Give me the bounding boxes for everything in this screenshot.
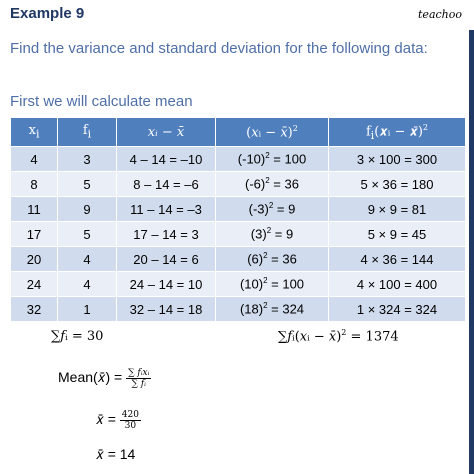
cell-squared-deviation: $(18)^2 = 324$ xyxy=(216,297,329,322)
table-row xyxy=(11,197,466,222)
header-f-squared-deviation: $f_i(𝒙ᵢ$ − 𝒙̄)$^2$ xyxy=(329,118,466,147)
frequency-table xyxy=(10,117,466,351)
table-row xyxy=(11,272,466,297)
table-header-row xyxy=(11,118,466,147)
mean-formula xyxy=(58,368,151,389)
cell-squared-deviation: $(10)^2 = 100$ xyxy=(216,272,329,297)
mean-fraction xyxy=(126,368,151,389)
cell-squared-deviation: $(-6)^2 = 36$ xyxy=(216,172,329,197)
cell-f: 3 xyxy=(58,147,117,172)
table-row xyxy=(11,247,466,272)
cell-f-squared-deviation: 5 × 9 = 45 xyxy=(329,222,466,247)
table-row xyxy=(11,172,466,197)
cell-deviation: 4 – 14 = –10 xyxy=(117,147,216,172)
substitution-numerator: 420 xyxy=(121,410,139,420)
cell-deviation: 17 – 14 = 3 xyxy=(117,222,216,247)
xbar-label: 𝑥̄ = xyxy=(96,411,120,428)
cell-f-squared-deviation: 5 × 36 = 180 xyxy=(329,172,466,197)
header-fi: $f_i$ xyxy=(58,118,117,147)
brand-logo: teachoo xyxy=(418,8,462,21)
sum-fsq-cell: ∑𝑓ᵢ(𝑥ᵢ − 𝑥̄)$^2$ = 1374 xyxy=(216,322,466,351)
cell-squared-deviation: $(3)^2 = 9$ xyxy=(216,222,329,247)
cell-deviation: 8 – 14 = –6 xyxy=(117,172,216,197)
mean-label: Mean(𝑥̄) = xyxy=(58,369,127,386)
mean-substitution xyxy=(96,410,141,431)
substitution-denominator: 30 xyxy=(124,421,137,431)
cell-squared-deviation: $(6)^2 = 36$ xyxy=(216,247,329,272)
cell-squared-deviation: $(-3)^2 = 9$ xyxy=(216,197,329,222)
cell-x: 17 xyxy=(11,222,58,247)
mean-frac-numerator: ∑ fᵢxᵢ xyxy=(128,368,150,378)
cell-squared-deviation: $(-10)^2 = 100$ xyxy=(216,147,329,172)
cell-x: 32 xyxy=(11,297,58,322)
cell-f: 4 xyxy=(58,272,117,297)
cell-f: 1 xyxy=(58,297,117,322)
cell-f-squared-deviation: 4 × 36 = 144 xyxy=(329,247,466,272)
cell-deviation: 11 – 14 = –3 xyxy=(117,197,216,222)
header-deviation: 𝑥ᵢ − 𝑥̄ xyxy=(117,118,216,147)
mean-frac-denominator: ∑ fᵢ xyxy=(131,379,146,389)
cell-x: 11 xyxy=(11,197,58,222)
table-row xyxy=(11,147,466,172)
cell-deviation: 20 – 14 = 6 xyxy=(117,247,216,272)
cell-f-squared-deviation: 1 × 324 = 324 xyxy=(329,297,466,322)
header-squared-deviation: (𝑥ᵢ − 𝑥̄)$^2$ xyxy=(216,118,329,147)
sum-f-cell: ∑𝑓ᵢ = 30 xyxy=(11,322,216,351)
table-row xyxy=(11,222,466,247)
cell-x: 20 xyxy=(11,247,58,272)
cell-x: 4 xyxy=(11,147,58,172)
header-xi: $x_i$ xyxy=(11,118,58,147)
header-bar xyxy=(0,0,474,30)
table-row xyxy=(11,297,466,322)
cell-f: 5 xyxy=(58,172,117,197)
cell-deviation: 24 – 14 = 10 xyxy=(117,272,216,297)
sum-row xyxy=(11,322,466,351)
cell-f: 5 xyxy=(58,222,117,247)
question-text: Find the variance and standard deviation for the following data: xyxy=(10,40,428,57)
mean-result: 𝑥̄ = 14 xyxy=(96,446,136,462)
cell-f: 4 xyxy=(58,247,117,272)
intro-text: First we will calculate mean xyxy=(10,93,193,110)
cell-f-squared-deviation: 3 × 100 = 300 xyxy=(329,147,466,172)
cell-f-squared-deviation: 4 × 100 = 400 xyxy=(329,272,466,297)
cell-f-squared-deviation: 9 × 9 = 81 xyxy=(329,197,466,222)
cell-deviation: 32 – 14 = 18 xyxy=(117,297,216,322)
cell-f: 9 xyxy=(58,197,117,222)
cell-x: 24 xyxy=(11,272,58,297)
example-title: Example 9 xyxy=(10,5,85,22)
substitution-fraction xyxy=(120,410,141,431)
cell-x: 8 xyxy=(11,172,58,197)
side-strip xyxy=(469,30,474,474)
